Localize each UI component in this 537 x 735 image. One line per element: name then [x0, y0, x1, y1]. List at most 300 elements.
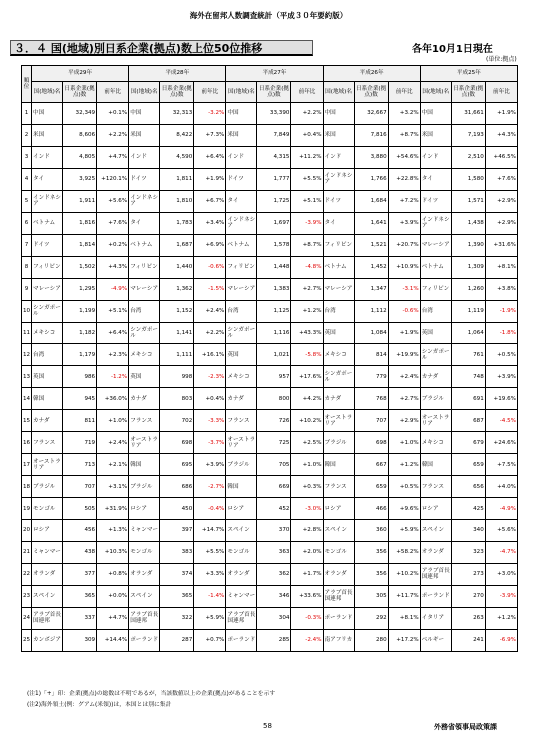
country-column-header: 国(地域)名: [420, 82, 451, 103]
country-cell: ベトナム: [32, 212, 63, 234]
count-cell: 1,112: [354, 300, 388, 322]
country-cell: インド: [32, 146, 63, 168]
change-cell: +5.6%: [485, 520, 517, 542]
change-cell: +2.8%: [291, 520, 323, 542]
count-cell: 280: [354, 629, 388, 651]
country-cell: インドネシア: [420, 212, 451, 234]
count-cell: 323: [451, 542, 485, 564]
count-cell: 1,383: [257, 278, 291, 300]
table-row: [22, 564, 518, 586]
count-cell: 705: [257, 454, 291, 476]
rank-cell: 9: [22, 278, 32, 300]
count-cell: 1,199: [63, 300, 97, 322]
change-cell: +9.6%: [388, 498, 420, 520]
table-row: [22, 476, 518, 498]
country-cell: タイ: [32, 168, 63, 190]
rank-cell: 4: [22, 168, 32, 190]
change-cell: +43.3%: [291, 322, 323, 344]
count-cell: 814: [354, 344, 388, 366]
change-cell: +2.2%: [194, 322, 226, 344]
table-row: [22, 124, 518, 146]
change-cell: -1.5%: [194, 278, 226, 300]
unit-label: (単位:拠点): [486, 56, 517, 63]
count-cell: 1,725: [257, 190, 291, 212]
count-cell: 32,349: [63, 103, 97, 125]
year-header: 平成26年: [323, 66, 420, 82]
count-cell: 363: [257, 542, 291, 564]
country-cell: 南アフリカ: [323, 629, 354, 651]
country-cell: 米国: [226, 124, 257, 146]
country-cell: 台湾: [420, 300, 451, 322]
count-cell: 466: [354, 498, 388, 520]
table-row: [22, 520, 518, 542]
change-cell: -3.1%: [388, 278, 420, 300]
count-cell: 4,805: [63, 146, 97, 168]
count-cell: 659: [354, 476, 388, 498]
country-cell: 韓国: [420, 454, 451, 476]
table-row: [22, 212, 518, 234]
change-cell: -0.4%: [194, 498, 226, 520]
change-cell: +19.9%: [388, 344, 420, 366]
count-cell: 1,452: [354, 256, 388, 278]
country-column-header: 国(地域)名: [32, 82, 63, 103]
country-cell: 中国: [129, 103, 160, 125]
change-cell: -3.2%: [194, 103, 226, 125]
change-cell: +1.0%: [388, 432, 420, 454]
country-cell: 英国: [420, 322, 451, 344]
count-cell: 374: [160, 564, 194, 586]
change-cell: +17.2%: [388, 629, 420, 651]
change-cell: +1.0%: [291, 454, 323, 476]
rank-cell: 1: [22, 103, 32, 125]
country-cell: インドネシア: [323, 168, 354, 190]
country-cell: 韓国: [226, 476, 257, 498]
change-cell: -3.0%: [291, 498, 323, 520]
table-row: [22, 432, 518, 454]
country-cell: オランダ: [323, 564, 354, 586]
country-cell: メキシコ: [226, 366, 257, 388]
count-cell: 365: [160, 585, 194, 607]
change-column-header: 前年比: [485, 82, 517, 103]
change-cell: +1.7%: [291, 564, 323, 586]
change-cell: +8.1%: [485, 256, 517, 278]
table-row: [22, 146, 518, 168]
count-cell: 7,193: [451, 124, 485, 146]
country-cell: スペイン: [129, 585, 160, 607]
change-cell: +5.5%: [194, 542, 226, 564]
rank-header: 順位: [22, 66, 32, 103]
change-cell: +7.2%: [388, 190, 420, 212]
count-cell: 356: [354, 564, 388, 586]
country-cell: カナダ: [323, 388, 354, 410]
count-cell: 1,362: [160, 278, 194, 300]
country-cell: マレーシア: [129, 278, 160, 300]
rank-cell: 11: [22, 322, 32, 344]
change-cell: -4.9%: [97, 278, 129, 300]
change-cell: -1.8%: [485, 322, 517, 344]
change-cell: -0.6%: [388, 300, 420, 322]
table-row: [22, 300, 518, 322]
change-cell: +5.5%: [291, 168, 323, 190]
country-cell: オランダ: [32, 564, 63, 586]
change-cell: +2.0%: [291, 542, 323, 564]
country-cell: オーストラリア: [32, 454, 63, 476]
count-cell: 270: [451, 585, 485, 607]
country-cell: マレーシア: [420, 234, 451, 256]
change-cell: +5.6%: [97, 190, 129, 212]
country-cell: ブラジル: [420, 388, 451, 410]
change-cell: +0.3%: [291, 476, 323, 498]
country-cell: カンボジア: [32, 629, 63, 651]
rank-cell: 7: [22, 234, 32, 256]
rank-cell: 3: [22, 146, 32, 168]
count-cell: 362: [257, 564, 291, 586]
country-cell: 米国: [129, 124, 160, 146]
change-cell: -3.7%: [194, 432, 226, 454]
change-cell: +4.7%: [97, 146, 129, 168]
count-cell: 1,448: [257, 256, 291, 278]
change-cell: +3.9%: [194, 454, 226, 476]
year-header: 平成25年: [420, 66, 517, 82]
country-cell: ミャンマー: [226, 585, 257, 607]
footnote-2: (注2)海外領土(例：グアム(米領))は，本国とは別に集計: [27, 702, 172, 708]
country-cell: ドイツ: [129, 168, 160, 190]
change-cell: +2.7%: [388, 388, 420, 410]
country-cell: フランス: [323, 476, 354, 498]
count-cell: 452: [257, 498, 291, 520]
rank-cell: 6: [22, 212, 32, 234]
change-cell: +31.9%: [97, 498, 129, 520]
count-cell: 725: [257, 432, 291, 454]
change-cell: -4.5%: [485, 410, 517, 432]
count-cell: 2,510: [451, 146, 485, 168]
table-row: [22, 322, 518, 344]
change-cell: +2.2%: [97, 124, 129, 146]
count-cell: 679: [451, 432, 485, 454]
count-cell: 1,911: [63, 190, 97, 212]
rank-cell: 22: [22, 564, 32, 586]
table-row: [22, 542, 518, 564]
count-cell: 309: [63, 629, 97, 651]
country-cell: ポーランド: [226, 629, 257, 651]
country-cell: アラブ首長国連邦: [420, 564, 451, 586]
change-cell: +4.3%: [97, 256, 129, 278]
table-row: [22, 388, 518, 410]
count-cell: 304: [257, 607, 291, 629]
country-cell: ベトナム: [323, 256, 354, 278]
count-cell: 1,811: [160, 168, 194, 190]
count-cell: 686: [160, 476, 194, 498]
count-cell: 698: [354, 432, 388, 454]
change-cell: +31.6%: [485, 234, 517, 256]
change-cell: +19.6%: [485, 388, 517, 410]
count-cell: 425: [451, 498, 485, 520]
count-cell: 32,313: [160, 103, 194, 125]
count-cell: 698: [160, 432, 194, 454]
table-row: [22, 344, 518, 366]
count-cell: 1,438: [451, 212, 485, 234]
change-cell: +2.4%: [97, 432, 129, 454]
change-cell: +46.5%: [485, 146, 517, 168]
count-cell: 241: [451, 629, 485, 651]
change-cell: +2.4%: [388, 366, 420, 388]
country-cell: ポーランド: [129, 629, 160, 651]
count-cell: 1,125: [257, 300, 291, 322]
count-cell: 1,697: [257, 212, 291, 234]
count-cell: 1,390: [451, 234, 485, 256]
department-name: 外務省領事局政策課: [434, 723, 497, 731]
change-cell: +10.2%: [291, 410, 323, 432]
country-cell: 中国: [420, 103, 451, 125]
change-cell: +0.4%: [194, 388, 226, 410]
rank-cell: 14: [22, 388, 32, 410]
change-cell: -6.9%: [485, 629, 517, 651]
change-cell: +6.4%: [97, 322, 129, 344]
count-column-header: 日系企業(拠点)数: [257, 82, 291, 103]
change-cell: +5.9%: [388, 520, 420, 542]
country-cell: シンガポール: [226, 322, 257, 344]
country-cell: オランダ: [129, 564, 160, 586]
country-cell: インド: [129, 146, 160, 168]
change-cell: +3.3%: [194, 564, 226, 586]
country-cell: インド: [226, 146, 257, 168]
country-cell: マレーシア: [226, 278, 257, 300]
country-cell: スペイン: [323, 520, 354, 542]
count-cell: 33,390: [257, 103, 291, 125]
country-cell: カナダ: [129, 388, 160, 410]
as-of-date: 各年10月1日現在: [412, 44, 493, 55]
count-cell: 957: [257, 366, 291, 388]
change-cell: +3.9%: [485, 366, 517, 388]
count-cell: 667: [354, 454, 388, 476]
change-cell: +7.6%: [97, 212, 129, 234]
country-cell: モンゴル: [226, 542, 257, 564]
rank-cell: 5: [22, 190, 32, 212]
country-cell: ドイツ: [323, 190, 354, 212]
change-cell: +2.9%: [388, 410, 420, 432]
year-header: 平成29年: [32, 66, 129, 82]
rank-cell: 24: [22, 607, 32, 629]
change-cell: -2.3%: [194, 366, 226, 388]
change-cell: +7.3%: [194, 124, 226, 146]
count-cell: 4,315: [257, 146, 291, 168]
change-cell: -2.4%: [291, 629, 323, 651]
change-cell: +0.2%: [97, 234, 129, 256]
count-cell: 438: [63, 542, 97, 564]
change-cell: +20.7%: [388, 234, 420, 256]
change-cell: +54.6%: [388, 146, 420, 168]
change-cell: +36.0%: [97, 388, 129, 410]
country-cell: 中国: [323, 103, 354, 125]
count-cell: 1,502: [63, 256, 97, 278]
count-cell: 456: [63, 520, 97, 542]
rank-cell: 25: [22, 629, 32, 651]
country-cell: 韓国: [129, 454, 160, 476]
country-cell: ロシア: [32, 520, 63, 542]
count-column-header: 日系企業(拠点)数: [63, 82, 97, 103]
change-cell: +3.4%: [194, 212, 226, 234]
change-cell: +2.3%: [97, 344, 129, 366]
count-cell: 998: [160, 366, 194, 388]
change-cell: +120.1%: [97, 168, 129, 190]
count-cell: 713: [63, 454, 97, 476]
count-cell: 1,440: [160, 256, 194, 278]
count-column-header: 日系企業(拠点)数: [160, 82, 194, 103]
count-cell: 695: [160, 454, 194, 476]
country-cell: 米国: [32, 124, 63, 146]
country-cell: カナダ: [420, 366, 451, 388]
country-cell: 韓国: [32, 388, 63, 410]
change-cell: +6.7%: [194, 190, 226, 212]
table-row: [22, 498, 518, 520]
count-cell: 377: [63, 564, 97, 586]
count-cell: 340: [451, 520, 485, 542]
rank-cell: 10: [22, 300, 32, 322]
count-cell: 1,260: [451, 278, 485, 300]
change-cell: -0.3%: [291, 607, 323, 629]
count-cell: 1,766: [354, 168, 388, 190]
count-cell: 1,111: [160, 344, 194, 366]
footnote-1: (注1)「+」印：企業(拠点)の総数は不明であるが，当該数値以上の企業(拠点)があることを示す: [27, 691, 276, 697]
country-cell: メキシコ: [420, 432, 451, 454]
country-cell: モンゴル: [32, 498, 63, 520]
country-cell: 英国: [129, 366, 160, 388]
country-cell: スペイン: [420, 520, 451, 542]
change-cell: +11.2%: [291, 146, 323, 168]
change-cell: +58.2%: [388, 542, 420, 564]
country-cell: ブラジル: [129, 476, 160, 498]
change-cell: +2.2%: [291, 103, 323, 125]
count-cell: 1,182: [63, 322, 97, 344]
change-cell: -4.9%: [485, 498, 517, 520]
change-cell: +11.7%: [388, 585, 420, 607]
count-cell: 687: [451, 410, 485, 432]
count-cell: 322: [160, 607, 194, 629]
country-cell: タイ: [226, 190, 257, 212]
table-row: [22, 585, 518, 607]
change-cell: +1.2%: [388, 454, 420, 476]
country-cell: フィリピン: [129, 256, 160, 278]
change-cell: +0.5%: [388, 476, 420, 498]
change-column-header: 前年比: [194, 82, 226, 103]
count-cell: 370: [257, 520, 291, 542]
count-cell: 1,783: [160, 212, 194, 234]
change-cell: -2.7%: [194, 476, 226, 498]
change-cell: +4.2%: [291, 388, 323, 410]
country-cell: カナダ: [32, 410, 63, 432]
change-cell: +6.9%: [194, 234, 226, 256]
change-cell: +2.9%: [485, 212, 517, 234]
change-cell: +2.9%: [485, 190, 517, 212]
country-cell: 米国: [323, 124, 354, 146]
count-cell: 1,021: [257, 344, 291, 366]
country-cell: オランダ: [420, 542, 451, 564]
country-cell: メキシコ: [32, 322, 63, 344]
table-row: [22, 454, 518, 476]
country-cell: ブラジル: [32, 476, 63, 498]
change-column-header: 前年比: [97, 82, 129, 103]
count-cell: 397: [160, 520, 194, 542]
change-cell: +7.5%: [485, 454, 517, 476]
change-cell: +0.5%: [485, 344, 517, 366]
change-cell: +1.9%: [194, 168, 226, 190]
country-cell: タイ: [129, 212, 160, 234]
change-cell: +3.1%: [97, 476, 129, 498]
count-cell: 292: [354, 607, 388, 629]
change-cell: -3.9%: [291, 212, 323, 234]
country-cell: アラブ首長国連邦: [32, 607, 63, 629]
change-cell: +10.2%: [388, 564, 420, 586]
country-cell: マレーシア: [323, 278, 354, 300]
change-cell: +33.6%: [291, 585, 323, 607]
table-row: [22, 629, 518, 651]
country-cell: ベトナム: [226, 234, 257, 256]
country-cell: モンゴル: [129, 542, 160, 564]
change-cell: -3.3%: [194, 410, 226, 432]
country-cell: メキシコ: [323, 344, 354, 366]
country-cell: フィリピン: [226, 256, 257, 278]
country-cell: オランダ: [226, 564, 257, 586]
change-cell: +3.9%: [388, 212, 420, 234]
count-cell: 811: [63, 410, 97, 432]
country-cell: ベトナム: [129, 234, 160, 256]
country-cell: ブラジル: [226, 454, 257, 476]
year-header: 平成28年: [129, 66, 226, 82]
change-cell: +16.1%: [194, 344, 226, 366]
table-row: [22, 366, 518, 388]
country-column-header: 国(地域)名: [226, 82, 257, 103]
count-cell: 32,667: [354, 103, 388, 125]
count-cell: 800: [257, 388, 291, 410]
count-cell: 3,925: [63, 168, 97, 190]
country-cell: カナダ: [226, 388, 257, 410]
rank-cell: 19: [22, 498, 32, 520]
table-row: [22, 278, 518, 300]
change-cell: +1.2%: [291, 300, 323, 322]
country-cell: メキシコ: [129, 344, 160, 366]
change-cell: +3.2%: [388, 103, 420, 125]
count-cell: 1,064: [451, 322, 485, 344]
change-cell: +1.9%: [388, 322, 420, 344]
change-cell: -4.8%: [291, 256, 323, 278]
rank-cell: 13: [22, 366, 32, 388]
country-cell: 米国: [420, 124, 451, 146]
country-cell: フィリピン: [32, 256, 63, 278]
country-cell: ドイツ: [226, 168, 257, 190]
count-cell: 1,684: [354, 190, 388, 212]
rank-cell: 8: [22, 256, 32, 278]
country-cell: アラブ首長国連邦: [129, 607, 160, 629]
rank-cell: 23: [22, 585, 32, 607]
country-cell: インドネシア: [226, 212, 257, 234]
count-cell: 1,084: [354, 322, 388, 344]
change-cell: +22.8%: [388, 168, 420, 190]
country-column-header: 国(地域)名: [323, 82, 354, 103]
change-cell: +8.7%: [291, 234, 323, 256]
count-cell: 719: [63, 432, 97, 454]
country-cell: ポーランド: [323, 607, 354, 629]
country-cell: 韓国: [323, 454, 354, 476]
rank-cell: 20: [22, 520, 32, 542]
country-cell: スペイン: [226, 520, 257, 542]
count-cell: 691: [451, 388, 485, 410]
country-cell: 英国: [226, 344, 257, 366]
page-number: 58: [263, 722, 272, 730]
change-cell: +17.6%: [291, 366, 323, 388]
country-cell: ブラジル: [323, 432, 354, 454]
country-cell: ベトナム: [420, 256, 451, 278]
count-cell: 1,309: [451, 256, 485, 278]
